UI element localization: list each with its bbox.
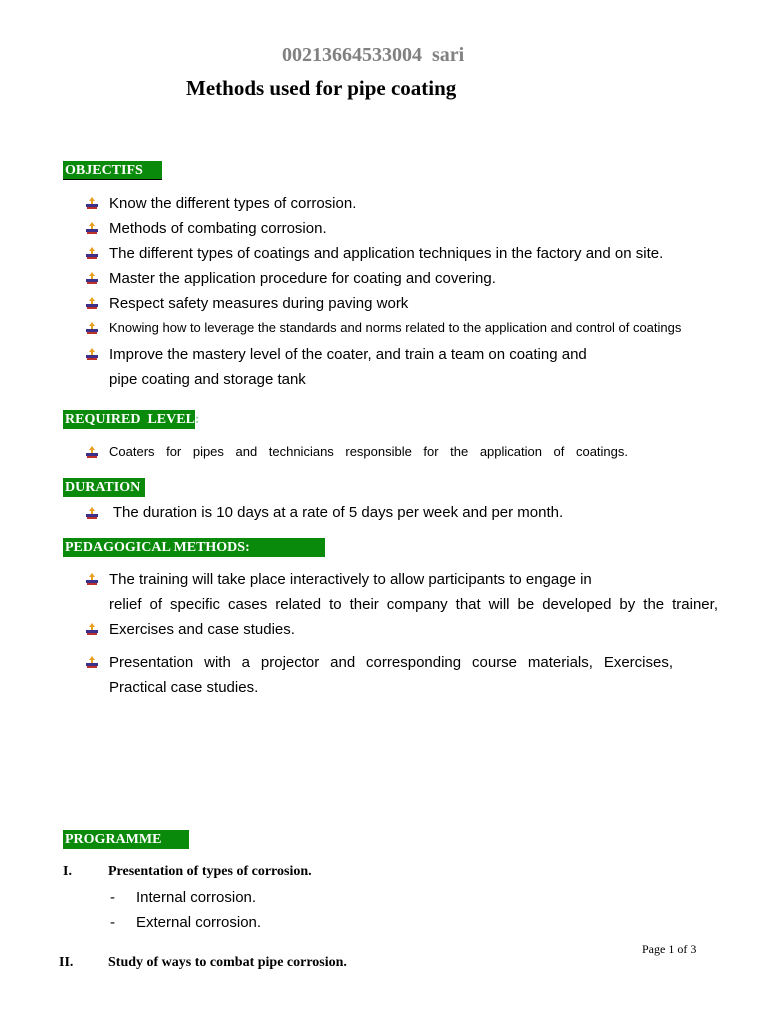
programme-part-title: Study of ways to combat pipe corrosion.	[108, 955, 347, 970]
arrow-bullet-icon	[86, 573, 98, 585]
arrow-bullet-icon	[86, 222, 98, 234]
duration-item: The duration is 10 days at a rate of 5 days per week and per month.	[109, 504, 564, 521]
pedagogical-item: Presentation with a projector and corresponding course materials, Exercises,	[109, 654, 673, 671]
arrow-bullet-icon	[86, 348, 98, 360]
section-heading-pedagogical-methods: PEDAGOGICAL METHODS:	[63, 538, 325, 557]
arrow-bullet-icon	[86, 297, 98, 309]
pedagogical-item: Exercises and case studies.	[109, 621, 295, 638]
section-heading-programme: PROGRAMME	[63, 830, 189, 849]
dash-bullet: -	[110, 889, 115, 906]
dash-bullet: -	[110, 914, 115, 931]
objective-item: Master the application procedure for coating and covering.	[109, 270, 496, 287]
arrow-bullet-icon	[86, 446, 98, 458]
objective-item: Improve the mastery level of the coater, and train a team on coating and	[109, 346, 587, 363]
pedagogical-item-continuation: relief of specific cases related to their company that will be developed by the trainer,	[109, 596, 718, 613]
pedagogical-item-continuation: Practical case studies.	[109, 679, 259, 696]
programme-subitem: Internal corrosion.	[136, 889, 257, 906]
objective-item: Knowing how to leverage the standards and norms related to the application and control of coatings	[109, 320, 682, 335]
arrow-bullet-icon	[86, 247, 98, 259]
programme-numeral: I.	[63, 864, 72, 879]
programme-numeral: II.	[59, 955, 74, 970]
arrow-bullet-icon	[86, 322, 98, 334]
required-level-item: Coaters for pipes and technicians responsible for the application of coatings.	[109, 444, 628, 459]
objective-item: Respect safety measures during paving work	[109, 295, 409, 312]
page-title: Methods used for pipe coating	[186, 76, 457, 100]
objective-item: Methods of combating corrosion.	[109, 220, 327, 237]
arrow-bullet-icon	[86, 197, 98, 209]
arrow-bullet-icon	[86, 507, 98, 519]
arrow-bullet-icon	[86, 656, 98, 668]
pedagogical-item: The training will take place interactively to allow participants to engage in	[109, 571, 592, 588]
section-heading-objectives: OBJECTIFS	[63, 161, 162, 180]
arrow-bullet-icon	[86, 272, 98, 284]
objective-item: Know the different types of corrosion.	[109, 195, 357, 212]
page-number: Page 1 of 3	[642, 942, 697, 956]
programme-part-title: Presentation of types of corrosion.	[108, 864, 312, 879]
section-heading-duration: DURATION	[63, 478, 145, 497]
objective-item-continuation: pipe coating and storage tank	[109, 371, 306, 388]
section-heading-required-level: REQUIRED LEVEL:	[65, 412, 200, 427]
phone-number: 00213664533004 sari	[282, 44, 465, 66]
arrow-bullet-icon	[86, 623, 98, 635]
programme-subitem: External corrosion.	[136, 914, 262, 931]
objective-item: The different types of coatings and application techniques in the factory and on site.	[109, 245, 664, 262]
